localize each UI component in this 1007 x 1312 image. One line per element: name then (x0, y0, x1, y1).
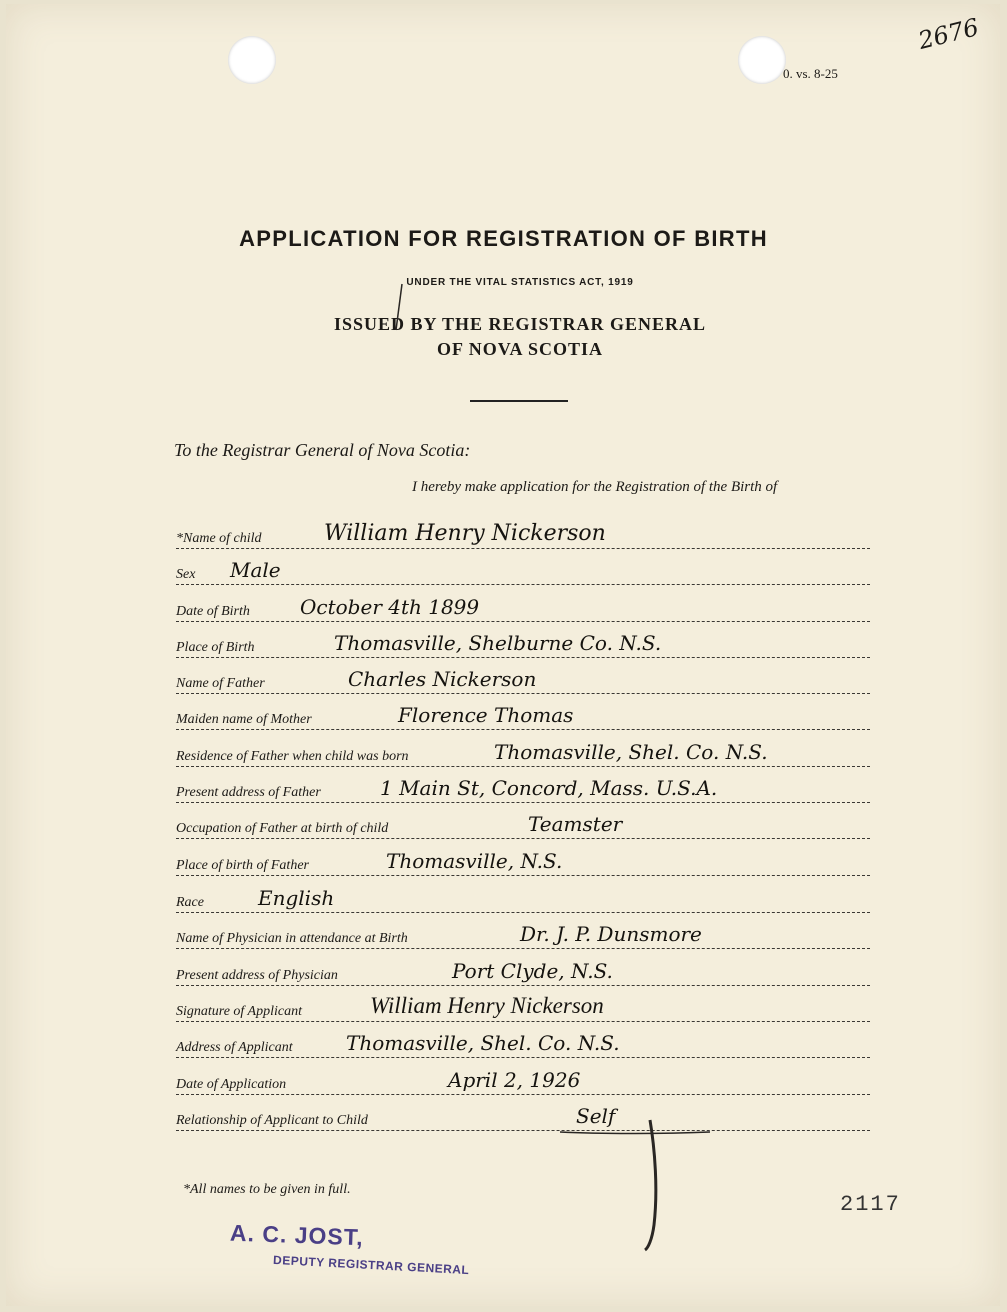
pen-stroke-icon (392, 282, 406, 334)
field-label: Date of Application (176, 1077, 287, 1092)
form-code: 0. vs. 8-25 (783, 66, 838, 81)
field-row-relationship (176, 1104, 870, 1131)
form-title: APPLICATION FOR REGISTRATION OF BIRTH (239, 226, 768, 251)
addressee: To the Registrar General of Nova Scotia: (174, 440, 471, 460)
field-label: Address of Applicant (176, 1040, 293, 1055)
field-label: Place of Birth (176, 640, 255, 655)
field-value: Thomasville, Shel. Co. N.S. (346, 1031, 620, 1055)
field-row-father-occupation (176, 812, 870, 839)
field-row-mother-maiden-name (176, 703, 870, 730)
footnote: *All names to be given in full. (183, 1182, 351, 1197)
field-row-physician-name (176, 922, 870, 949)
field-label: Occupation of Father at birth of child (176, 821, 389, 836)
field-label: Maiden name of Mother (176, 712, 312, 727)
field-label: Race (176, 895, 204, 910)
field-value: Dr. J. P. Dunsmore (520, 922, 702, 946)
field-label: Name of Father (176, 676, 265, 691)
field-label: *Name of child (176, 531, 262, 546)
field-row-physician-address (176, 959, 870, 986)
field-row-application-date (176, 1068, 870, 1095)
field-row-applicant-signature (176, 995, 870, 1022)
serial-number: 2117 (840, 1192, 901, 1217)
field-value: William Henry Nickerson (370, 993, 604, 1018)
issued-by-line-2: OF NOVA SCOTIA (436, 339, 604, 359)
field-value: Teamster (528, 812, 623, 836)
field-row-date-of-birth (176, 595, 870, 622)
field-value: Florence Thomas (398, 703, 574, 727)
stamp-name: A. C. JOST, (229, 1219, 365, 1251)
field-label: Present address of Physician (176, 968, 338, 983)
field-value: Thomasville, Shel. Co. N.S. (494, 740, 768, 764)
punch-hole-right (738, 36, 786, 84)
field-label: Date of Birth (176, 604, 250, 619)
stamp-title: DEPUTY REGISTRAR GENERAL (272, 1252, 470, 1278)
intro-text: I hereby make application for the Registration of the Birth of (412, 479, 778, 495)
field-label: Residence of Father when child was born (176, 749, 409, 764)
file-number: 2676 (915, 13, 982, 55)
field-value: Thomasville, Shelburne Co. N.S. (334, 631, 662, 655)
issued-by-line-1: ISSUED BY THE REGISTRAR GENERAL (333, 314, 707, 334)
field-value: April 2, 1926 (448, 1068, 581, 1092)
field-value: William Henry Nickerson (324, 521, 606, 546)
field-value: Port Clyde, N.S. (452, 959, 613, 983)
field-value: English (258, 886, 335, 910)
field-row-father-birthplace (176, 849, 870, 876)
field-value: Self (576, 1104, 616, 1128)
title-divider (470, 400, 568, 402)
field-label: Name of Physician in attendance at Birth (176, 931, 408, 946)
field-value: October 4th 1899 (300, 595, 480, 619)
field-row-applicant-address (176, 1031, 870, 1058)
field-label: Relationship of Applicant to Child (176, 1113, 368, 1128)
field-value: Male (230, 558, 281, 582)
field-label: Place of birth of Father (176, 858, 309, 873)
field-label: Present address of Father (176, 785, 321, 800)
punch-hole-left (228, 36, 276, 84)
form-subtitle: UNDER THE VITAL STATISTICS ACT, 1919 (406, 277, 634, 288)
field-label: Signature of Applicant (176, 1004, 302, 1019)
field-row-father-name (176, 667, 870, 694)
field-row-father-present-address (176, 776, 870, 803)
field-row-place-of-birth (176, 631, 870, 658)
check-mark-icon (560, 1100, 720, 1260)
field-row-race (176, 886, 870, 913)
field-row-child-name (176, 522, 870, 549)
field-row-father-residence (176, 740, 870, 767)
field-value: Charles Nickerson (348, 667, 537, 691)
field-value: 1 Main St, Concord, Mass. U.S.A. (380, 776, 718, 800)
field-value: Thomasville, N.S. (386, 849, 563, 873)
field-label: Sex (176, 567, 196, 582)
field-row-sex (176, 558, 870, 585)
